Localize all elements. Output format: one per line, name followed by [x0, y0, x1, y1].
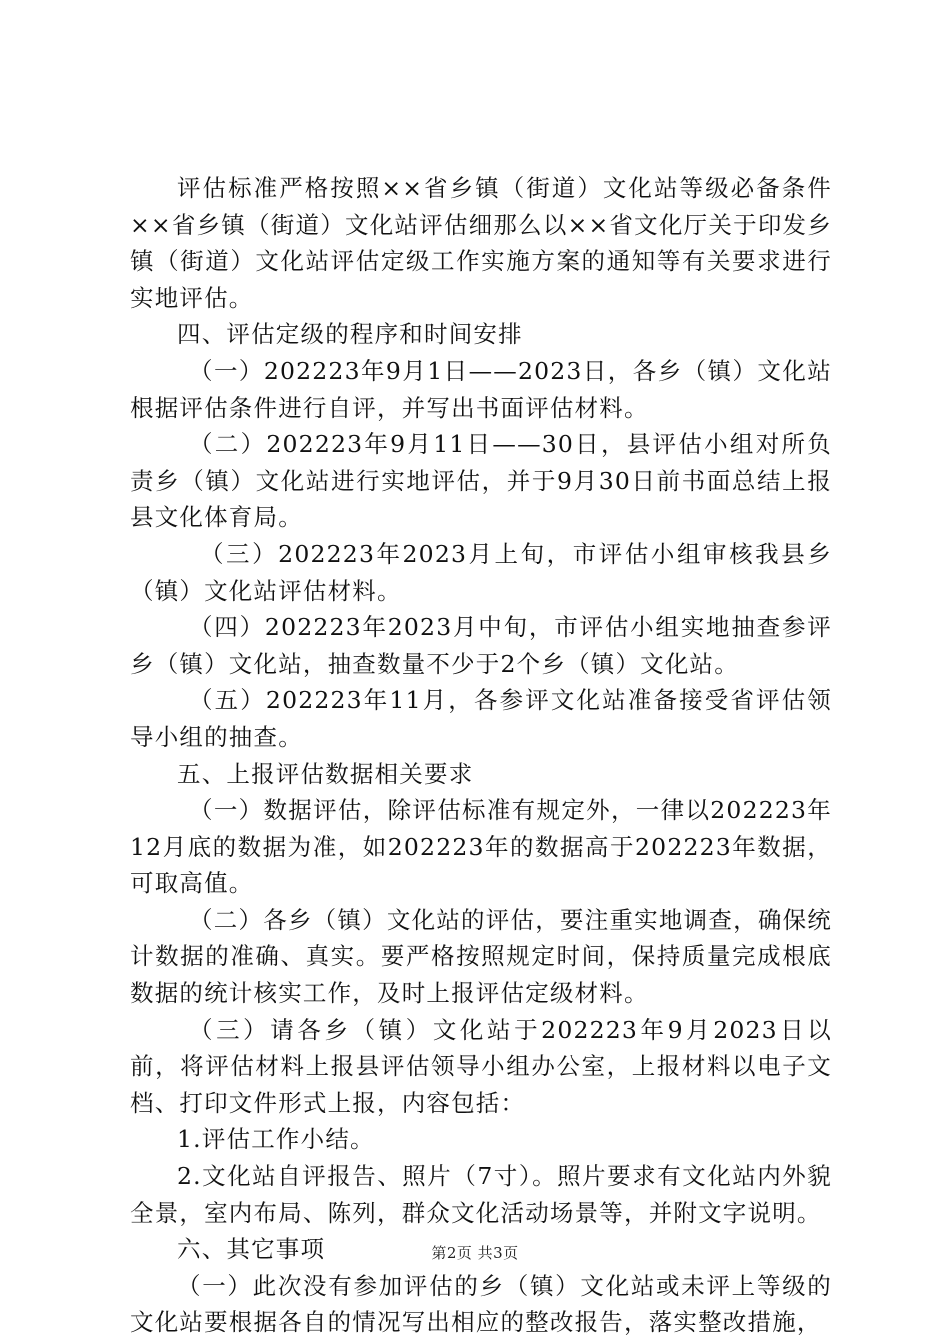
paragraph-data-1: （一）数据评估，除评估标准有规定外，一律以202223年12月底的数据为准，如202223年的数据高于202223年数据，可取高值。: [130, 796, 832, 898]
section-heading-5: 五、上报评估数据相关要求: [177, 759, 474, 788]
section-heading-6: 六、其它事项: [177, 1235, 326, 1264]
paragraph-step-4: （四）202223年2023月中旬，市评估小组实地抽查参评乡（镇）文化站，抽查数量不少于2个乡（镇）文化站。: [130, 613, 832, 678]
list-item-2: 2.文化站自评报告、照片（7寸）。照片要求有文化站内外貌全景，室内布局、陈列，群众文化活动场景等，并附文字说明。: [130, 1162, 832, 1227]
list-item-1: 1.评估工作小结。: [177, 1125, 375, 1154]
section-heading-4: 四、评估定级的程序和时间安排: [177, 320, 523, 349]
paragraph-data-3: （三）请各乡（镇）文化站于202223年9月2023日以前，将评估材料上报县评估领导小组办公室，上报材料以电子文档、打印文件形式上报，内容包括：: [130, 1015, 832, 1117]
paragraph-other-1: （一）此次没有参加评估的乡（镇）文化站或未评上等级的文化站要根据各自的情况写出相应的整改报告，落实整改措施，: [130, 1271, 832, 1337]
paragraph-step-3: （三）202223年2023月上旬，市评估小组审核我县乡（镇）文化站评估材料。: [130, 539, 832, 605]
paragraph-step-1: （一）202223年9月1日——2023日，各乡（镇）文化站根据评估条件进行自评，并写出书面评估材料。: [130, 356, 832, 422]
document-body: [130, 170, 832, 1341]
paragraph-step-2: （二）202223年9月11日——30日，县评估小组对所负责乡（镇）文化站进行实地评估，并于9月30日前书面总结上报县文化体育局。: [130, 430, 832, 532]
paragraph-evaluation-standard: 评估标准严格按照××省乡镇（街道）文化站等级必备条件××省乡镇（街道）文化站评估细那么以××省文化厅关于印发乡镇（街道）文化站评估定级工作实施方案的通知等有关要求进行实地评估。: [130, 174, 832, 312]
paragraph-step-5: （五）202223年11月，各参评文化站准备接受省评估领导小组的抽查。: [130, 686, 832, 751]
page-number-footer: 第2页 共3页: [431, 1244, 519, 1262]
paragraph-data-2: （二）各乡（镇）文化站的评估，要注重实地调查，确保统计数据的准确、真实。要严格按照规定时间，保持质量完成根底数据的统计核实工作，及时上报评估定级材料。: [130, 905, 832, 1008]
